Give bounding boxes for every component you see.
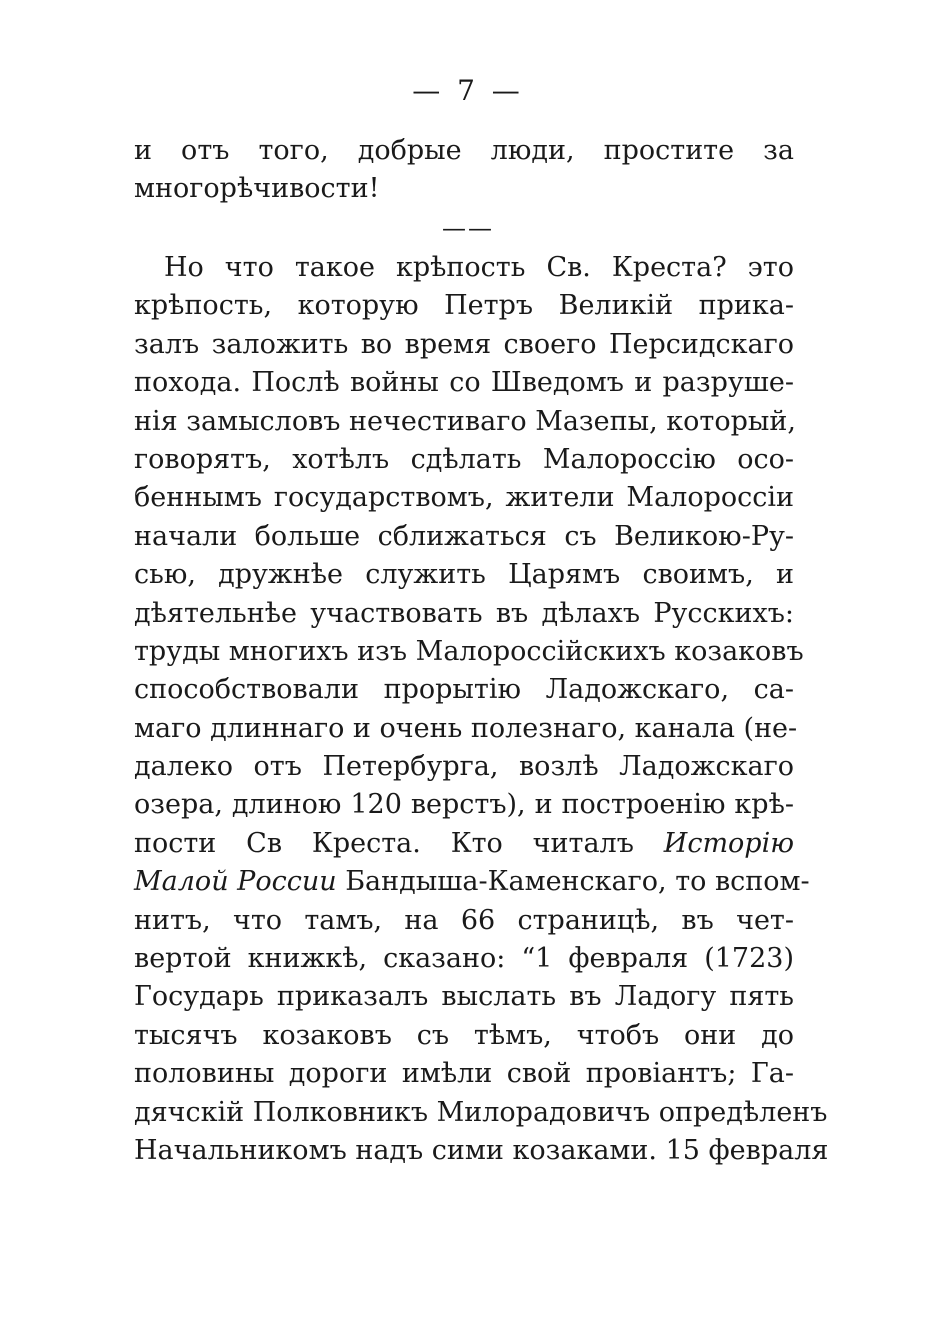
text-line: Государь приказалъ выслать въ Ладогу пять: [134, 981, 794, 1013]
text-line: залъ заложить во время своего Персидскаго: [134, 328, 794, 360]
text-line: сью, дружнѣе служить Царямъ своимъ, и: [134, 559, 794, 591]
text-line: крѣпость, которую Петръ Великій прика-: [134, 290, 794, 322]
text-fragment: Бандыша-Каменскаго, то вспом-: [345, 866, 810, 898]
text-line: дѣятельнѣе участвовать въ дѣлахъ Русскихъ:: [134, 597, 794, 629]
text-line: способствовали прорытію Ладожскаго, са-: [134, 674, 794, 706]
book-title-start: Исторію: [663, 827, 794, 859]
text-line: вертой книжкѣ, сказано: “1 февраля (1723): [134, 943, 794, 975]
text-line-with-title: [134, 863, 810, 901]
text-line: и отъ того, добрые люди, простите за: [134, 135, 794, 166]
book-title-end: Малой России: [134, 866, 337, 898]
text-line: маго длиннаго и очень полезнаго, канала (не-: [134, 712, 798, 744]
text-line-with-title: [134, 825, 794, 863]
text-line: труды многихъ изъ Малороссійскихъ козаковъ: [134, 635, 804, 667]
text-fragment: пости Св Креста. Кто читалъ: [134, 827, 634, 859]
text-line: Начальникомъ надъ сими козаками. 15 февраля: [134, 1134, 829, 1166]
text-line: далеко отъ Петербурга, возлѣ Ладожскаго: [134, 751, 794, 783]
text-line: половины дороги имѣли свой провіантъ; Га-: [134, 1058, 794, 1090]
text-line: тысячъ козаковъ съ тѣмъ, чтобъ они до: [134, 1019, 794, 1051]
text-line: Но что такое крѣпость Св. Креста? это: [164, 252, 794, 283]
top-paragraph: [134, 132, 794, 209]
text-line: нія замысловъ нечестиваго Мазепы, который,: [134, 405, 796, 437]
text-line: говорятъ, хотѣлъ сдѣлать Малороссію осо-: [134, 443, 794, 475]
text-line: дячскій Полковникъ Милорадовичъ опредѣленъ: [134, 1096, 828, 1128]
text-line: озера, длиною 120 верстъ), и построенію крѣ-: [134, 789, 794, 821]
text-line: многорѣчивости!: [134, 173, 380, 205]
section-separator: ——: [442, 214, 494, 242]
text-line: нитъ, что тамъ, на 66 страницѣ, въ чет-: [134, 904, 794, 936]
page-number: — 7 —: [412, 74, 524, 107]
text-line: начали больше сближаться съ Великою-Ру-: [134, 520, 794, 552]
main-paragraph: [134, 249, 829, 1170]
text-line: похода. Послѣ войны со Шведомъ и разруше-: [134, 367, 794, 399]
text-line: беннымъ государствомъ, жители Малороссіи: [134, 482, 794, 514]
